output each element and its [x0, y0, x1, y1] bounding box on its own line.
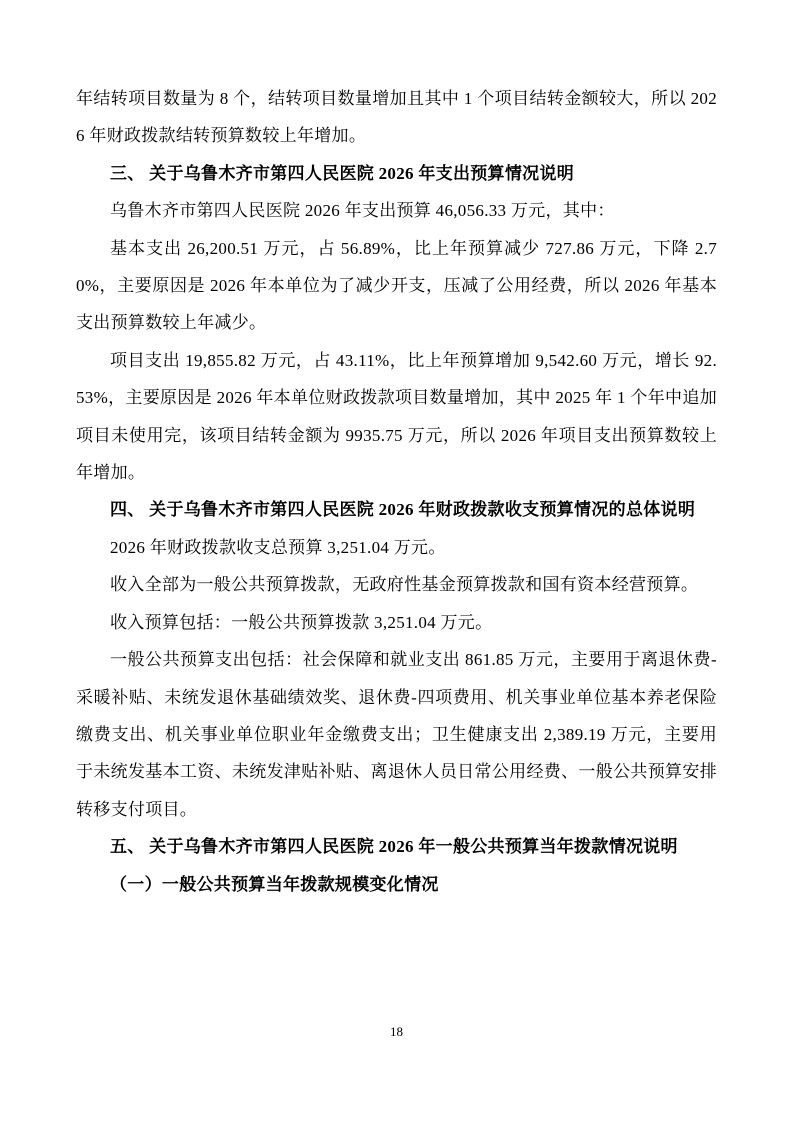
document-body	[76, 80, 717, 903]
paragraph-public-budget-spend: 一般公共预算支出包括：社会保障和就业支出 861.85 万元，主要用于离退休费-采暖补贴、未统发退休基础绩效奖、退休费-四项费用、机关事业单位基本养老保险缴费支出、机关事业单位职业年金缴费支出；卫生健康支出 2,389.19 万元，主要用于未统发基本工资、未统发津贴补贴、离退休人员日常公用经费、一般公共预算安排转移支付项目。	[76, 650, 717, 819]
page-number: 18	[390, 1024, 403, 1039]
paragraph-income-budget: 收入预算包括：一般公共预算拨款 3,251.04 万元。	[110, 612, 493, 632]
paragraph-fiscal-total: 2026 年财政拨款收支总预算 3,251.04 万元。	[110, 537, 446, 557]
section-heading-3: 三、 关于乌鲁木齐市第四人民医院 2026 年支出预算情况说明	[110, 163, 575, 183]
paragraph-income-source: 收入全部为一般公共预算拨款，无政府性基金预算拨款和国有资本经营预算。	[110, 575, 699, 595]
paragraph-basic-expenditure: 基本支出 26,200.51 万元，占 56.89%，比上年预算减少 727.86 万元，下降 2.70%，主要原因是 2026 年本单位为了减少开支，压减了公用经费，所以 2026 年基本支出预算数较上年减少。	[76, 238, 717, 333]
section-heading-5: 五、 关于乌鲁木齐市第四人民医院 2026 年一般公共预算当年拨款情况说明	[110, 837, 678, 857]
subsection-heading-5-1: （一）一般公共预算当年拨款规模变化情况	[110, 874, 439, 894]
paragraph-project-expenditure: 项目支出 19,855.82 万元，占 43.11%，比上年预算增加 9,542.60 万元，增长 92.53%，主要原因是 2026 年本单位财政拨款项目数量增加，其中 2025 年 1 个年中追加项目未使用完，该项目结转金额为 9935.75 万元，所以 2026 年项目支出预算数较上年增加。	[76, 350, 717, 483]
paragraph-carryover-continued: 年结转项目数量为 8 个，结转项目数量增加且其中 1 个项目结转金额较大，所以 2026 年财政拨款结转预算数较上年增加。	[76, 89, 717, 146]
paragraph-total-expenditure: 乌鲁木齐市第四人民医院 2026 年支出预算 46,056.33 万元，其中：	[110, 201, 615, 221]
section-heading-4: 四、 关于乌鲁木齐市第四人民医院 2026 年财政拨款收支预算情况的总体说明	[110, 500, 696, 520]
